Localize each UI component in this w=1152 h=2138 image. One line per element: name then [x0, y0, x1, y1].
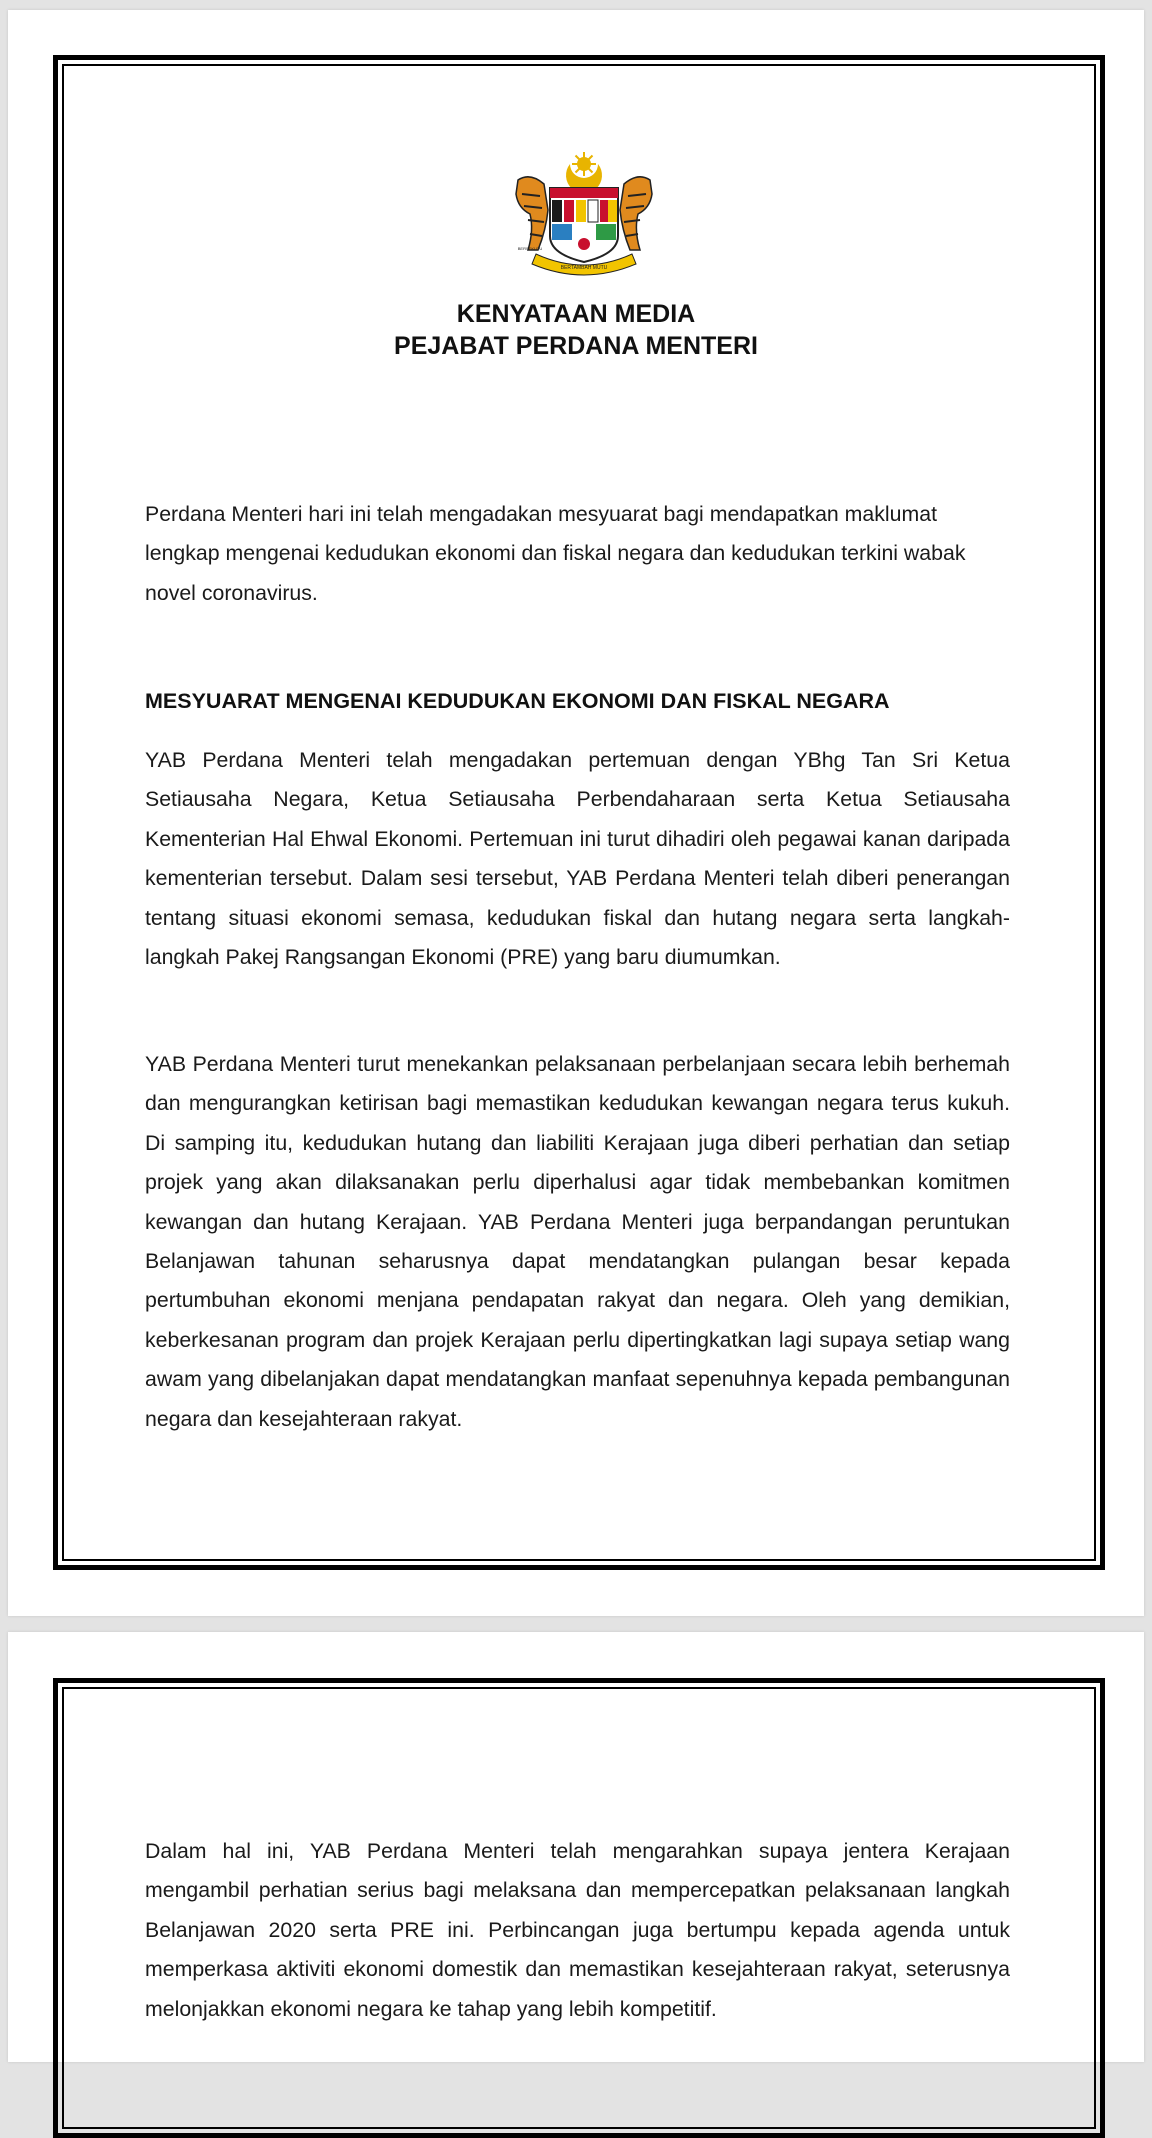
- svg-text:BERSEKUTU: BERSEKUTU: [517, 246, 543, 251]
- meeting-paragraph: YAB Perdana Menteri telah mengadakan pertemuan dengan YBhg Tan Sri Ketua Setiausaha Negara, Ketua Setiausaha Perbendaharaan serta Ketua Setiausaha Kementerian Hal Ehwal Ekonomi. Pertemuan ini turut dihadiri oleh pegawai kanan daripada kementerian tersebut. Dalam sesi tersebut, YAB Perdana Menteri telah diberi penerangan tentang situasi ekonomi semasa, kedudukan fiskal dan hutang negara serta langkah-langkah Pakej Rangsangan Ekonomi (PRE) yang baru diumumkan.: [145, 748, 1010, 970]
- svg-text:BERTAMBAH MUTU: BERTAMBAH MUTU: [560, 265, 608, 271]
- section-heading: MESYUARAT MENGENAI KEDUDUKAN EKONOMI DAN FISKAL NEGARA: [145, 689, 890, 713]
- directive-paragraph: Dalam hal ini, YAB Perdana Menteri telah mengarahkan supaya jentera Kerajaan mengambil perhatian serius bagi melaksana dan mempercepatkan pelaksanaan langkah Belanjawan 2020 serta PRE ini. Perbincangan juga bertumpu kepada agenda untuk memperkasa aktiviti ekonomi domestik dan memastikan kesejahteraan rakyat, seterusnya melonjakkan ekonomi negara ke tahap yang lebih kompetitif.: [145, 1839, 1010, 2021]
- document-page-2: [8, 1632, 1144, 2062]
- document-page-1: [8, 10, 1144, 1616]
- spending-paragraph: YAB Perdana Menteri turut menekankan pelaksanaan perbelanjaan secara lebih berhemah dan mengurangkan ketirisan bagi memastikan kedudukan kewangan negara terus kukuh. Di samping itu, kedudukan hutang dan liabiliti Kerajaan juga diberi perhatian dan setiap projek yang akan dilaksanakan perlu diperhalusi agar tidak membebankan komitmen kewangan dan hutang Kerajaan. YAB Perdana Menteri juga berpandangan peruntukan Belanjawan tahunan seharusnya dapat mendatangkan pulangan besar kepada pertumbuhan ekonomi menjana pendapatan rakyat dan negara. Oleh yang demikian, keberkesanan program dan projek Kerajaan perlu dipertingkatkan lagi supaya setiap wang awam yang dibelanjakan dapat mendatangkan manfaat sepenuhnya kepada pembangunan negara dan kesejahteraan rakyat.: [145, 1052, 1010, 1431]
- intro-paragraph: Perdana Menteri hari ini telah mengadakan mesyuarat bagi mendapatkan maklumat lengkap mengenai kedudukan ekonomi dan fiskal negara dan kedudukan terkini wabak novel coronavirus.: [145, 502, 966, 605]
- office-title: PEJABAT PERDANA MENTERI: [394, 332, 758, 360]
- malaysia-coat-of-arms-icon: [500, 150, 668, 282]
- statement-title: KENYATAAN MEDIA: [456, 300, 696, 328]
